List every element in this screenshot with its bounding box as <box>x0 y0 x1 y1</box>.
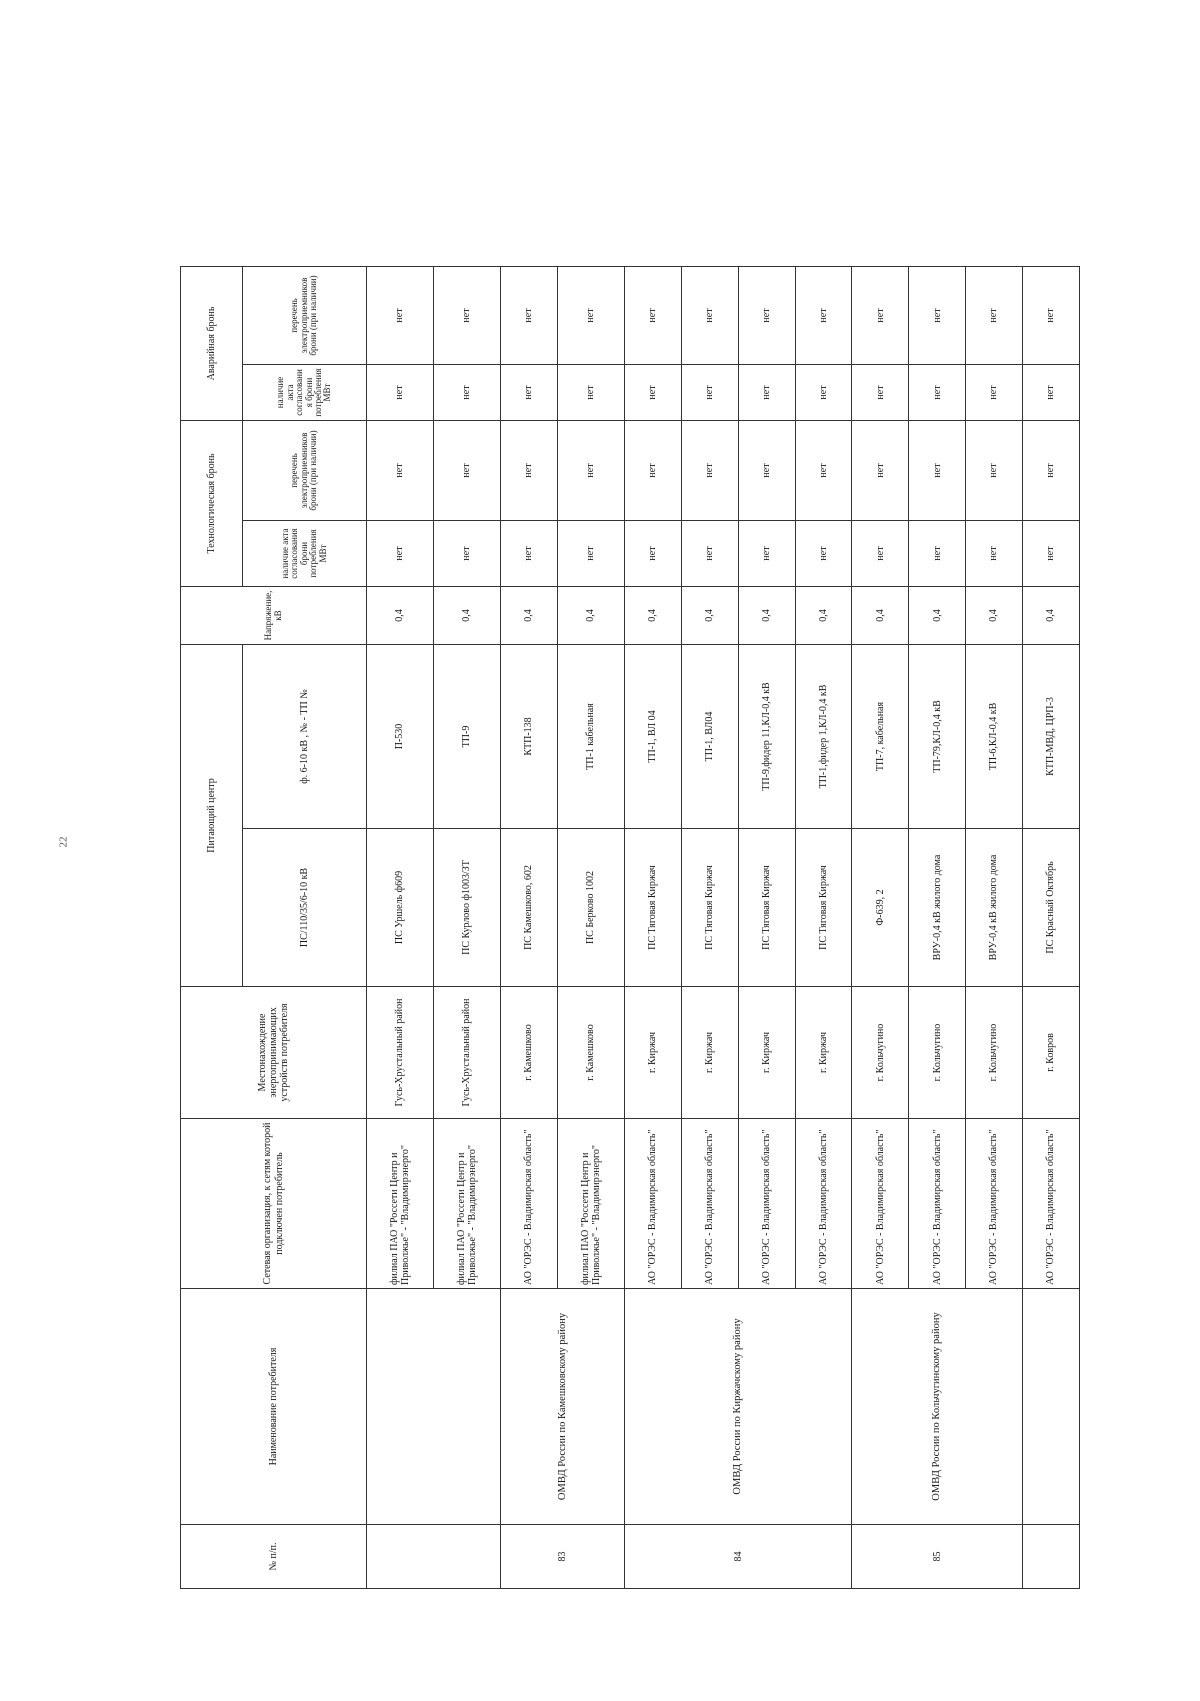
emergency-list-cell: нет <box>681 266 738 364</box>
emergency-list-cell: нет <box>909 266 966 364</box>
location-cell: г. Кольчугино <box>852 987 909 1119</box>
network-cell: АО "ОРЭС - Владимирская область" <box>966 1119 1023 1289</box>
feeder-cell: ТП-9 <box>434 644 501 828</box>
voltage-cell: 0,4 <box>852 586 909 644</box>
emergency-act-cell: нет <box>795 364 852 420</box>
emergency-list-cell: нет <box>1023 266 1080 364</box>
emergency-act-cell: нет <box>501 364 558 420</box>
consumer-name: ОМВД России по Кольчугинскому району <box>852 1289 1023 1525</box>
tech-list-cell: нет <box>738 420 795 520</box>
feeder-cell: КТП-138 <box>501 644 558 828</box>
emergency-act-cell: нет <box>434 364 501 420</box>
network-cell: филиал ПАО "Россети Центр и Приволжье" - "Владимирэнерго" <box>557 1119 624 1289</box>
location-cell: г. Кольчугино <box>966 987 1023 1119</box>
page-number: 22 <box>57 836 70 848</box>
voltage-cell: 0,4 <box>738 586 795 644</box>
consumer-name <box>367 1289 501 1525</box>
header-feeder: ф. 6-10 кВ , № - ТП № <box>243 644 367 828</box>
tech-act-cell: нет <box>367 520 434 586</box>
network-cell: филиал ПАО "Россети Центр и Приволжье" - "Владимирэнерго" <box>367 1119 434 1289</box>
substation-cell: ПС Тяговая Киржач <box>738 829 795 987</box>
network-cell: АО "ОРЭС - Владимирская область" <box>909 1119 966 1289</box>
header-consumer: Наименование потребителя <box>181 1289 367 1525</box>
table-row <box>852 266 909 1588</box>
feeder-cell: П-530 <box>367 644 434 828</box>
voltage-cell: 0,4 <box>966 586 1023 644</box>
emergency-list-cell: нет <box>624 266 681 364</box>
tech-list-cell: нет <box>852 420 909 520</box>
tech-list-cell: нет <box>501 420 558 520</box>
header-tech-list: перечень электроприемников брони (при наличии) <box>243 420 367 520</box>
substation-cell: Ф-639, 2 <box>852 829 909 987</box>
header-emergency-reserve: Аварийная бронь <box>181 266 243 420</box>
emergency-act-cell: нет <box>738 364 795 420</box>
emergency-act-cell: нет <box>367 364 434 420</box>
substation-cell: ПС Тяговая Киржач <box>624 829 681 987</box>
substation-cell: ПС Тяговая Киржач <box>795 829 852 987</box>
tech-act-cell: нет <box>795 520 852 586</box>
tech-act-cell: нет <box>738 520 795 586</box>
emergency-act-cell: нет <box>624 364 681 420</box>
tech-act-cell: нет <box>624 520 681 586</box>
substation-cell: ПС Курлово ф1003/ЗТ <box>434 829 501 987</box>
emergency-act-cell: нет <box>909 364 966 420</box>
substation-cell: ПС Красный Октябрь <box>1023 829 1080 987</box>
header-emergency-act: наличие акта согласования брони потребления МВт <box>243 364 367 420</box>
network-cell: АО "ОРЭС - Владимирская область" <box>501 1119 558 1289</box>
emergency-list-cell: нет <box>367 266 434 364</box>
location-cell: г. Киржач <box>795 987 852 1119</box>
feeder-cell: ТП-6,КЛ-0,4 кВ <box>966 644 1023 828</box>
location-cell: г. Киржач <box>624 987 681 1119</box>
tech-act-cell: нет <box>909 520 966 586</box>
table-row <box>501 266 558 1588</box>
tech-act-cell: нет <box>501 520 558 586</box>
tech-act-cell: нет <box>852 520 909 586</box>
emergency-act-cell: нет <box>557 364 624 420</box>
row-number: 85 <box>852 1525 1023 1589</box>
location-cell: г. Киржач <box>681 987 738 1119</box>
tech-act-cell: нет <box>1023 520 1080 586</box>
voltage-cell: 0,4 <box>367 586 434 644</box>
substation-cell: ВРУ-0,4 кВ жилого дома <box>966 829 1023 987</box>
network-cell: АО "ОРЭС - Владимирская область" <box>681 1119 738 1289</box>
voltage-cell: 0,4 <box>1023 586 1080 644</box>
substation-cell: ВРУ-0,4 кВ жилого дома <box>909 829 966 987</box>
table-row <box>367 266 434 1588</box>
table-row <box>1023 266 1080 1588</box>
consumer-name <box>1023 1289 1080 1525</box>
tech-list-cell: нет <box>367 420 434 520</box>
network-cell: АО "ОРЭС - Владимирская область" <box>738 1119 795 1289</box>
reserve-table <box>180 266 1080 1589</box>
emergency-act-cell: нет <box>966 364 1023 420</box>
header-emergency-list: перечень электроприемников брони (при наличии) <box>243 266 367 364</box>
tech-list-cell: нет <box>681 420 738 520</box>
consumer-name: ОМВД России по Камешковскому району <box>501 1289 625 1525</box>
header-num: № п/п. <box>181 1525 367 1589</box>
emergency-list-cell: нет <box>434 266 501 364</box>
table-header <box>181 266 367 1588</box>
emergency-list-cell: нет <box>501 266 558 364</box>
feeder-cell: ТП-1, ВЛ 04 <box>624 644 681 828</box>
substation-cell: ПС Камешково, 602 <box>501 829 558 987</box>
emergency-act-cell: нет <box>681 364 738 420</box>
tech-list-cell: нет <box>909 420 966 520</box>
header-location: Местонахождение энергопринимающих устройств потребителя <box>181 987 367 1119</box>
voltage-cell: 0,4 <box>624 586 681 644</box>
emergency-list-cell: нет <box>738 266 795 364</box>
substation-cell: ПС Берково 1002 <box>557 829 624 987</box>
tech-list-cell: нет <box>966 420 1023 520</box>
emergency-list-cell: нет <box>795 266 852 364</box>
location-cell: г. Киржач <box>738 987 795 1119</box>
network-cell: АО "ОРЭС - Владимирская область" <box>624 1119 681 1289</box>
network-cell: АО "ОРЭС - Владимирская область" <box>852 1119 909 1289</box>
header-tech-act: наличие акта согласования брони потребления МВт <box>243 520 367 586</box>
location-cell: г. Кольчугино <box>909 987 966 1119</box>
feeder-cell: ТП-1,фидер 1,КЛ-0,4 кВ <box>795 644 852 828</box>
header-voltage: Напряжение, кВ <box>181 586 367 644</box>
network-cell: АО "ОРЭС - Владимирская область" <box>1023 1119 1080 1289</box>
tech-list-cell: нет <box>434 420 501 520</box>
tech-act-cell: нет <box>434 520 501 586</box>
rotated-table-sheet <box>180 267 1080 1589</box>
header-supply-center: Питающий центр <box>181 644 243 986</box>
tech-list-cell: нет <box>795 420 852 520</box>
location-cell: Гусь-Хрустальный район <box>434 987 501 1119</box>
substation-cell: ПС Тяговая Киржач <box>681 829 738 987</box>
row-number: 83 <box>501 1525 625 1589</box>
tech-list-cell: нет <box>1023 420 1080 520</box>
tech-act-cell: нет <box>681 520 738 586</box>
table-body <box>367 266 1080 1588</box>
location-cell: г. Ковров <box>1023 987 1080 1119</box>
voltage-cell: 0,4 <box>557 586 624 644</box>
feeder-cell: КТП-МВД, ЦРП-3 <box>1023 644 1080 828</box>
row-number: 84 <box>624 1525 852 1589</box>
feeder-cell: ТП-7, кабельная <box>852 644 909 828</box>
row-number <box>1023 1525 1080 1589</box>
network-cell: филиал ПАО "Россети Центр и Приволжье" - "Владимирэнерго" <box>434 1119 501 1289</box>
emergency-list-cell: нет <box>852 266 909 364</box>
voltage-cell: 0,4 <box>434 586 501 644</box>
feeder-cell: ТП-79,КЛ-0,4 кВ <box>909 644 966 828</box>
voltage-cell: 0,4 <box>501 586 558 644</box>
emergency-act-cell: нет <box>852 364 909 420</box>
tech-list-cell: нет <box>557 420 624 520</box>
voltage-cell: 0,4 <box>795 586 852 644</box>
location-cell: г. Камешково <box>501 987 558 1119</box>
emergency-list-cell: нет <box>966 266 1023 364</box>
voltage-cell: 0,4 <box>681 586 738 644</box>
feeder-cell: ТП-9,фидер 11,КЛ-0,4 кВ <box>738 644 795 828</box>
tech-act-cell: нет <box>557 520 624 586</box>
location-cell: Гусь-Хрустальный район <box>367 987 434 1119</box>
voltage-cell: 0,4 <box>909 586 966 644</box>
row-number <box>367 1525 501 1589</box>
header-substation: ПС/110/35/6-10 кВ <box>243 829 367 987</box>
substation-cell: ПС Уршель ф609 <box>367 829 434 987</box>
emergency-list-cell: нет <box>557 266 624 364</box>
feeder-cell: ТП-1 кабельная <box>557 644 624 828</box>
header-tech-reserve: Технологическая бронь <box>181 420 243 586</box>
feeder-cell: ТП-1, ВЛ04 <box>681 644 738 828</box>
tech-list-cell: нет <box>624 420 681 520</box>
consumer-name: ОМВД России по Киржачскому району <box>624 1289 852 1525</box>
emergency-act-cell: нет <box>1023 364 1080 420</box>
tech-act-cell: нет <box>966 520 1023 586</box>
network-cell: АО "ОРЭС - Владимирская область" <box>795 1119 852 1289</box>
location-cell: г. Камешково <box>557 987 624 1119</box>
table-row <box>624 266 681 1588</box>
header-network: Сетевая организация, к сетям которой подключен потребитель <box>181 1119 367 1289</box>
